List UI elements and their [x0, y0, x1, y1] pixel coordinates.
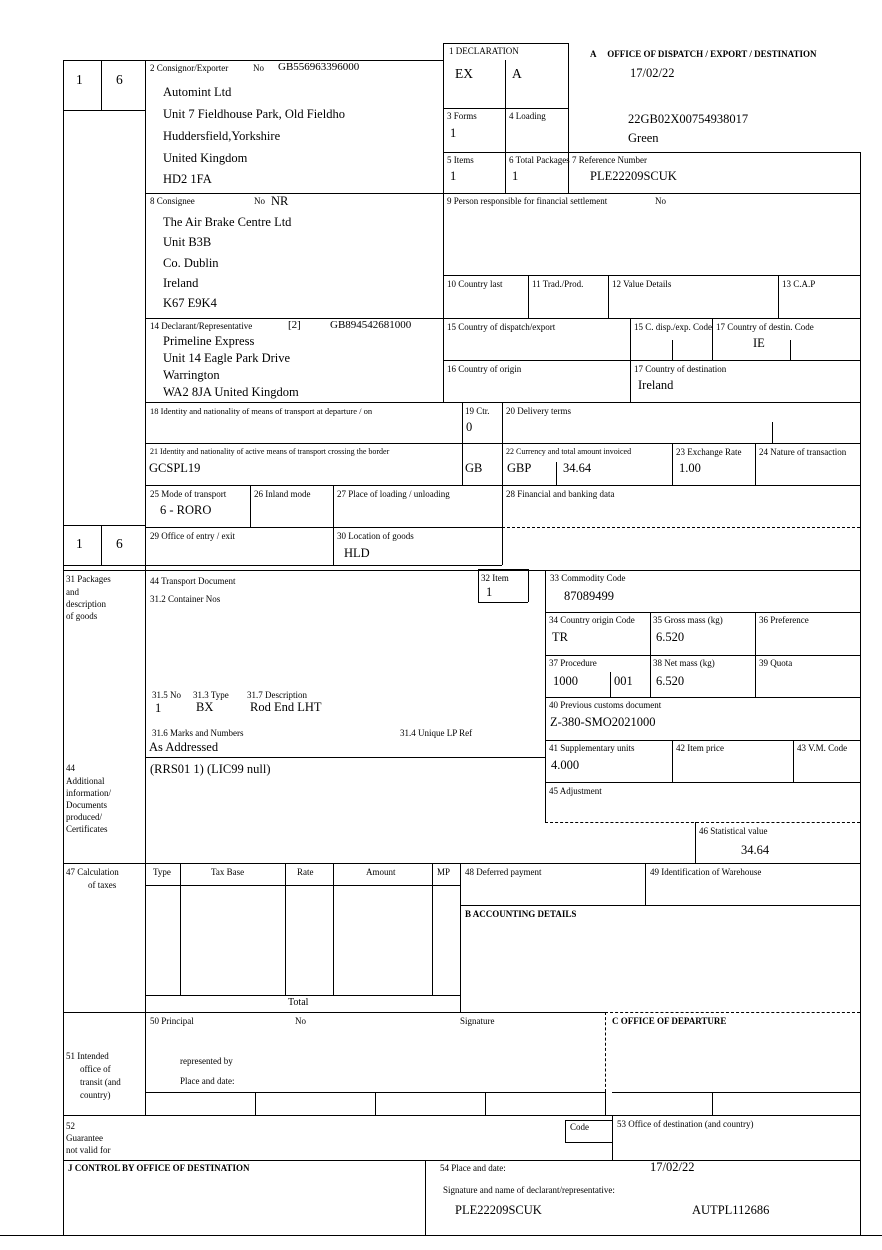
- grid-line: [650, 612, 651, 697]
- box40-label: 40 Previous customs document: [549, 700, 662, 710]
- box33-label: 33 Commodity Code: [550, 573, 626, 583]
- grid-line: [545, 570, 546, 822]
- place-and-date-label: Place and date:: [180, 1076, 235, 1086]
- grid-line: [568, 43, 569, 193]
- grid-line: [63, 863, 860, 864]
- declarant-address-line: Unit 14 Eagle Park Drive: [163, 351, 291, 365]
- box35-label: 35 Gross mass (kg): [653, 615, 723, 625]
- declarant-reference: PLE22209SCUK: [455, 1203, 542, 1217]
- box17-label: 17 Country of destination: [634, 364, 727, 374]
- grid-line: [101, 60, 102, 110]
- box9-no-label: No: [655, 196, 666, 206]
- grid-line: [478, 569, 479, 602]
- grid-line: [443, 43, 444, 402]
- grid-line: [432, 863, 433, 995]
- tax-total-label: Total: [288, 997, 309, 1008]
- box51-side-label: office of: [80, 1064, 111, 1074]
- copy-number-6: 6: [116, 72, 123, 87]
- box44-side-label: Documents: [66, 800, 107, 810]
- declarant-signature-label: Signature and name of declarant/representative:: [443, 1185, 615, 1195]
- box23-label: 23 Exchange Rate: [676, 447, 742, 457]
- packages-count: 1: [155, 701, 162, 715]
- grid-line: [63, 1160, 860, 1161]
- copy-number-1: 1: [76, 72, 83, 87]
- box14-rep-code: [2]: [288, 319, 301, 331]
- copy-number-6-lower: 6: [116, 536, 123, 551]
- grid-line: [145, 60, 146, 1115]
- unique-lp-ref-label: 31.4 Unique LP Ref: [400, 728, 473, 738]
- box54-label: 54 Place and date:: [440, 1163, 506, 1173]
- grid-line: [145, 995, 460, 996]
- box45-label: 45 Adjustment: [549, 786, 602, 796]
- statistical-value: 34.64: [741, 843, 770, 857]
- box26-label: 26 Inland mode: [254, 489, 311, 499]
- box5-value: 1: [450, 169, 457, 183]
- box31-side-label: 31 Packages: [66, 574, 111, 584]
- declarant-address-line: WA2 8JA United Kingdom: [163, 385, 299, 399]
- box47-side-label: 47 Calculation: [66, 867, 119, 877]
- copy-number-1-lower: 1: [76, 536, 83, 551]
- box8-id: NR: [271, 194, 289, 208]
- box53-label: 53 Office of destination (and country): [617, 1119, 754, 1129]
- marks-numbers-label: 31.6 Marks and Numbers: [152, 728, 244, 738]
- consignor-address-line: United Kingdom: [163, 151, 248, 165]
- grid-line: [145, 193, 860, 194]
- box6-label: 6 Total Packages: [509, 155, 570, 165]
- box7-label: 7 Reference Number: [572, 155, 647, 165]
- box32-item-number: 1: [486, 585, 493, 599]
- goods-description: Rod End LHT: [250, 700, 322, 714]
- grid-line: [712, 318, 713, 360]
- dispatch-date: 17/02/22: [630, 66, 675, 80]
- box19-value: 0: [466, 420, 473, 434]
- packages-no-label: 31.5 No: [152, 690, 181, 700]
- grid-line: [145, 318, 860, 319]
- box21-nationality: GB: [465, 461, 483, 475]
- box21-label: 21 Identity and nationality of active means of transport crossing the border: [150, 447, 390, 456]
- represented-by-label: represented by: [180, 1056, 233, 1066]
- grid-line: [545, 655, 860, 656]
- grid-line: [610, 672, 611, 697]
- box6-value: 1: [512, 169, 519, 183]
- box10-label: 10 Country last: [447, 279, 503, 289]
- routing-status: Green: [628, 131, 659, 145]
- box44-side-label: information/: [66, 788, 111, 798]
- supplementary-units: 4.000: [551, 758, 580, 772]
- box34-label: 34 Country origin Code: [549, 615, 635, 625]
- box19-label: 19 Ctr.: [465, 406, 490, 416]
- box7-reference-number: PLE22209SCUK: [590, 169, 677, 183]
- box17a-label: 17 Country of destin. Code: [716, 322, 814, 332]
- box2-label: 2 Consignor/Exporter: [150, 63, 229, 73]
- box22-amount: 34.64: [563, 461, 592, 475]
- box1-label: 1 DECLARATION: [449, 46, 519, 56]
- box24-label: 24 Nature of transaction: [759, 447, 847, 457]
- box31-side-label: and: [66, 587, 79, 597]
- box50-label: 50 Principal: [150, 1016, 194, 1026]
- box44-side-label: produced/: [66, 812, 102, 822]
- tax-column-header: Rate: [297, 867, 314, 877]
- box27-label: 27 Place of loading / unloading: [337, 489, 450, 499]
- tax-column-header: Tax Base: [211, 867, 245, 877]
- box9-label: 9 Person responsible for financial settlement: [447, 196, 608, 206]
- goods-description-label: 31.7 Description: [247, 690, 307, 700]
- box51-side-label: 51 Intended: [66, 1051, 109, 1061]
- container-nos-label: 31.2 Container Nos: [150, 594, 221, 604]
- grid-line: [478, 602, 528, 603]
- box43-label: 43 V.M. Code: [797, 743, 848, 753]
- grid-line: [755, 443, 756, 485]
- grid-line: [790, 340, 791, 360]
- consignee-address-line: Unit B3B: [163, 235, 212, 249]
- origin-country-code: TR: [552, 630, 568, 644]
- gross-mass: 6.520: [656, 630, 685, 644]
- grid-line: [460, 905, 860, 906]
- grid-line: [460, 863, 461, 1012]
- tax-column-header: MP: [437, 867, 451, 877]
- box14-label: 14 Declarant/Representative: [150, 321, 253, 331]
- box15-label: 15 Country of dispatch/export: [447, 322, 556, 332]
- box39-label: 39 Quota: [759, 658, 793, 668]
- box50-signature-label: Signature: [460, 1016, 495, 1026]
- box1-declaration-type: EX: [455, 66, 473, 81]
- dashed-grid-line: [545, 822, 860, 823]
- grid-line: [443, 275, 860, 276]
- grid-line: [63, 110, 145, 111]
- box44-side-label: 44: [66, 763, 75, 773]
- consignor-name: Automint Ltd: [163, 85, 232, 99]
- grid-line: [556, 462, 557, 485]
- grid-line: [545, 697, 860, 698]
- grid-line: [755, 612, 756, 697]
- authorisation-reference: AUTPL112686: [692, 1203, 770, 1217]
- box36-label: 36 Preference: [759, 615, 809, 625]
- accounting-details-header: B ACCOUNTING DETAILS: [465, 909, 577, 919]
- previous-document: Z-380-SMO2021000: [550, 715, 656, 729]
- consignor-postcode: HD2 1FA: [163, 172, 212, 186]
- procedure-code-2: 001: [614, 674, 633, 688]
- box31-side-label: of goods: [66, 611, 98, 621]
- grid-line: [545, 740, 860, 741]
- dashed-grid-line: [605, 1012, 606, 1092]
- box30-location: HLD: [344, 546, 370, 560]
- grid-line: [712, 1092, 713, 1115]
- grid-line: [612, 1092, 860, 1093]
- consignee-country: Ireland: [163, 276, 199, 290]
- net-mass: 6.520: [656, 674, 685, 688]
- grid-line: [528, 569, 529, 602]
- grid-line: [478, 569, 528, 570]
- box16-label: 16 Country of origin: [447, 364, 522, 374]
- box44-side-label: Certificates: [66, 824, 108, 834]
- grid-line: [608, 275, 609, 318]
- grid-line: [255, 1092, 256, 1115]
- packages-type-label: 31.3 Type: [193, 690, 229, 700]
- box31-side-label: description: [66, 599, 106, 609]
- office-of-departure-header: C OFFICE OF DEPARTURE: [612, 1016, 727, 1026]
- grid-line: [545, 612, 860, 613]
- grid-line: [505, 60, 506, 193]
- box46-label: 46 Statistical value: [699, 826, 768, 836]
- grid-line: [333, 863, 334, 995]
- grid-line: [443, 43, 568, 44]
- procedure-code: 1000: [553, 674, 578, 688]
- grid-line: [0, 1235, 882, 1236]
- transport-document-label: 44 Transport Document: [150, 576, 236, 586]
- declarant-name: Primeline Express: [163, 334, 255, 348]
- box50-no-label: No: [295, 1016, 306, 1026]
- box37-label: 37 Procedure: [549, 658, 597, 668]
- box4-label: 4 Loading: [509, 111, 546, 121]
- grid-line: [285, 863, 286, 995]
- grid-line: [672, 740, 673, 782]
- grid-line: [545, 782, 860, 783]
- grid-line: [565, 1120, 612, 1121]
- grid-line: [605, 1092, 606, 1115]
- control-by-office-header: J CONTROL BY OFFICE OF DESTINATION: [68, 1163, 250, 1173]
- box41-label: 41 Supplementary units: [549, 743, 635, 753]
- box51-side-label: transit (and: [80, 1077, 121, 1087]
- commodity-code: 87089499: [564, 589, 614, 603]
- grid-line: [462, 402, 463, 485]
- consignee-postcode: K67 E9K4: [163, 296, 217, 310]
- grid-line: [778, 275, 779, 318]
- box22-label: 22 Currency and total amount invoiced: [506, 447, 632, 456]
- box44-side-label: Additional: [66, 776, 105, 786]
- grid-line: [860, 152, 861, 1235]
- grid-line: [63, 1115, 860, 1116]
- box17-country: Ireland: [638, 378, 674, 392]
- office-of-dispatch-header: A OFFICE OF DISPATCH / EXPORT / DESTINATION: [590, 49, 817, 59]
- box48-label: 48 Deferred payment: [465, 867, 542, 877]
- declarant-address-line: Warrington: [163, 368, 220, 382]
- grid-line: [565, 1120, 566, 1142]
- grid-line: [333, 485, 334, 565]
- grid-line: [443, 360, 860, 361]
- box3-label: 3 Forms: [447, 111, 477, 121]
- grid-line: [145, 757, 545, 758]
- grid-line: [180, 863, 181, 995]
- consignor-address-line: Huddersfield,Yorkshire: [163, 129, 281, 143]
- additional-information: (RRS01 1) (LIC99 null): [150, 762, 271, 776]
- grid-line: [101, 525, 102, 565]
- grid-line: [630, 318, 631, 402]
- grid-line: [63, 60, 443, 61]
- box2-no-label: No: [253, 63, 264, 73]
- grid-line: [645, 863, 646, 905]
- grid-line: [145, 527, 502, 528]
- grid-line: [63, 525, 145, 526]
- grid-line: [63, 565, 502, 566]
- grid-line: [772, 422, 773, 443]
- box20-label: 20 Delivery terms: [506, 406, 571, 416]
- grid-line: [612, 1115, 613, 1160]
- grid-line: [793, 740, 794, 782]
- grid-line: [565, 1142, 612, 1143]
- consignor-address-line: Unit 7 Fieldhouse Park, Old Fieldho: [163, 107, 345, 121]
- box52-side-label: not valid for: [66, 1145, 111, 1155]
- box5-label: 5 Items: [447, 155, 474, 165]
- grid-line: [672, 443, 673, 485]
- grid-line: [425, 1160, 426, 1235]
- tax-column-header: Amount: [366, 867, 396, 877]
- box52-code-label: Code: [570, 1122, 589, 1132]
- tax-column-header: Type: [153, 867, 171, 877]
- box12-label: 12 Value Details: [612, 279, 672, 289]
- box23-rate: 1.00: [679, 461, 701, 475]
- box25-label: 25 Mode of transport: [150, 489, 227, 499]
- box28-label: 28 Financial and banking data: [506, 489, 615, 499]
- box17a-country-code: IE: [753, 336, 765, 350]
- grid-line: [63, 570, 860, 571]
- grid-line: [528, 275, 529, 318]
- dashed-grid-line: [605, 1012, 860, 1013]
- grid-line: [250, 485, 251, 527]
- box18-label: 18 Identity and nationality of means of transport at departure / on: [150, 406, 373, 416]
- dashed-grid-line: [502, 527, 860, 528]
- box29-label: 29 Office of entry / exit: [150, 531, 236, 541]
- box32-label: 32 Item: [481, 573, 509, 583]
- box2-eori: GB556963396000: [278, 61, 360, 73]
- box49-label: 49 Identification of Warehouse: [650, 867, 762, 877]
- packages-type: BX: [196, 700, 214, 714]
- box54-date: 17/02/22: [650, 1160, 695, 1174]
- box38-label: 38 Net mass (kg): [653, 658, 715, 668]
- grid-line: [502, 402, 503, 565]
- box11-label: 11 Trad./Prod.: [532, 279, 584, 289]
- box25-mode: 6 - RORO: [160, 503, 212, 517]
- box42-label: 42 Item price: [676, 743, 724, 753]
- box8-no-label: No: [254, 196, 265, 206]
- consignee-address-line: Co. Dublin: [163, 256, 219, 270]
- box51-side-label: country): [80, 1090, 111, 1100]
- box22-currency: GBP: [507, 461, 532, 475]
- box13-label: 13 C.A.P: [782, 279, 816, 289]
- box52-side-label: Guarantee: [66, 1133, 103, 1143]
- marks-numbers: As Addressed: [149, 740, 219, 754]
- box3-value: 1: [450, 126, 457, 140]
- box30-label: 30 Location of goods: [337, 531, 414, 541]
- mrn-number: 22GB02X00754938017: [628, 112, 749, 126]
- grid-line: [672, 340, 673, 360]
- box47-side-label: of taxes: [88, 880, 117, 890]
- grid-line: [145, 885, 460, 886]
- box21-transport-id: GCSPL19: [149, 461, 201, 475]
- grid-line: [375, 1092, 376, 1115]
- box14-eori: GB894542681000: [330, 319, 412, 331]
- grid-line: [63, 60, 64, 1235]
- consignee-name: The Air Brake Centre Ltd: [163, 215, 292, 229]
- box52-side-label: 52: [66, 1121, 75, 1131]
- box15a-label: 15 C. disp./exp. Code: [634, 322, 712, 332]
- grid-line: [695, 822, 696, 863]
- box1-declaration-subtype: A: [512, 66, 522, 81]
- grid-line: [485, 1092, 486, 1115]
- box8-label: 8 Consignee: [150, 196, 195, 206]
